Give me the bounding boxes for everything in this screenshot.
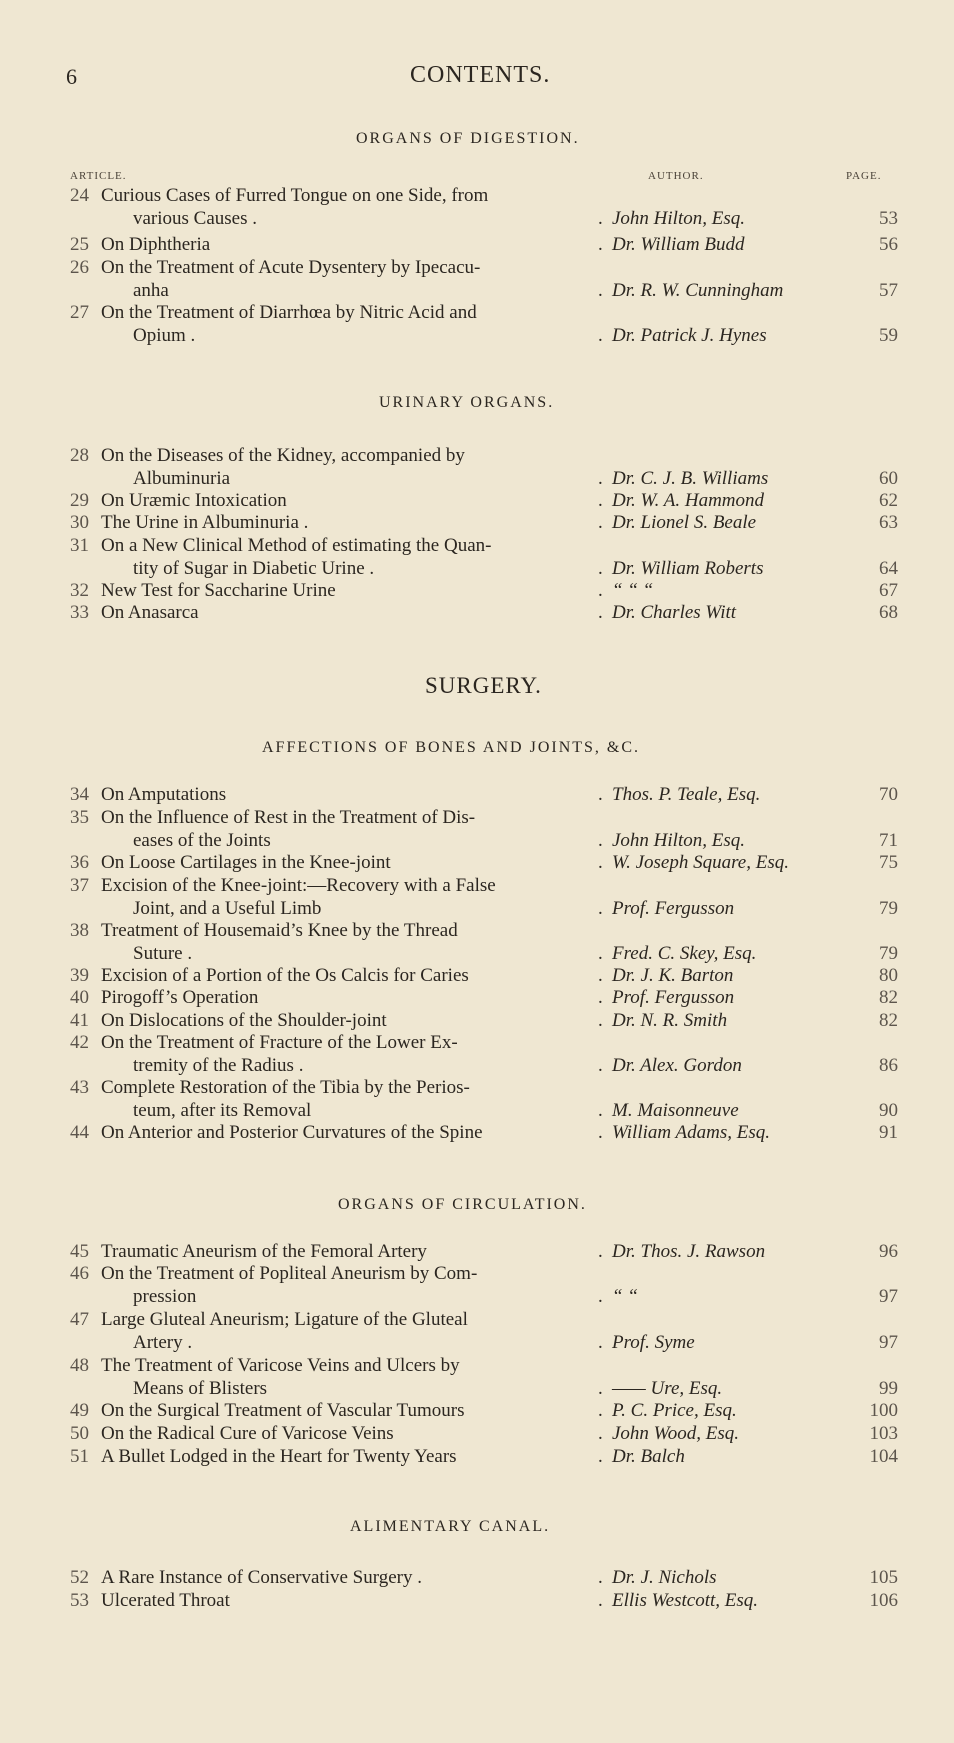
article-title-line: Ulcerated Throat — [101, 1590, 230, 1611]
article-number: 49 — [70, 1400, 89, 1421]
section-heading-alimentary: ALIMENTARY CANAL. — [350, 1518, 551, 1535]
article-title-line: Pirogoff’s Operation — [101, 987, 259, 1008]
leader-dot: . — [598, 1590, 603, 1611]
leader-dot: . — [598, 897, 603, 919]
leader-dot: . — [598, 852, 603, 873]
article-title-line: On the Treatment of Diarrhœa by Nitric Acid and — [101, 302, 477, 323]
page-ref: 63 — [879, 512, 898, 533]
leader-dot: . — [598, 1377, 603, 1399]
leader-dot: . — [598, 490, 603, 511]
article-title-line: teum, after its Removal — [133, 1099, 312, 1121]
article-title-line: On the Diseases of the Kidney, accompanied by — [101, 445, 465, 466]
leader-dot: . — [598, 207, 603, 229]
leader-dot: . — [598, 1054, 603, 1076]
column-header-page: PAGE. — [846, 170, 882, 182]
page-ref: 80 — [879, 965, 898, 986]
author-name: Prof. Fergusson — [612, 987, 735, 1008]
author-name: Dr. J. K. Barton — [612, 965, 734, 986]
article-number: 33 — [70, 602, 89, 623]
article-number: 43 — [70, 1077, 89, 1098]
article-title-line: Curious Cases of Furred Tongue on one Side, from — [101, 185, 489, 206]
article-number: 24 — [70, 185, 89, 206]
page-ref: 75 — [879, 852, 898, 873]
author-name: Dr. W. A. Hammond — [612, 490, 765, 511]
article-title-line: On the Surgical Treatment of Vascular Tumours — [101, 1400, 465, 1421]
article-title-line: Excision of a Portion of the Os Calcis for Caries — [101, 965, 469, 986]
author-name: Dr. J. Nichols — [612, 1567, 717, 1588]
article-number: 48 — [70, 1355, 89, 1376]
leader-dot: . — [598, 1241, 603, 1262]
page-ref: 90 — [879, 1099, 898, 1121]
article-number: 44 — [70, 1122, 89, 1143]
article-title-line: On the Treatment of Acute Dysentery by Ipecacu- — [101, 257, 481, 278]
author-name: “ “ — [612, 1285, 638, 1307]
article-title-line: Means of Blisters — [133, 1377, 268, 1399]
page-ref: 97 — [879, 1331, 898, 1353]
author-name: Dr. Charles Witt — [612, 602, 737, 623]
column-header-author: AUTHOR. — [648, 170, 704, 182]
leader-dot: . — [598, 1331, 603, 1353]
page-ref: 100 — [869, 1400, 898, 1421]
author-name: John Hilton, Esq. — [612, 829, 745, 851]
article-number: 53 — [70, 1590, 89, 1611]
article-title-line: Suture . — [133, 942, 193, 964]
leader-dot: . — [598, 1423, 603, 1444]
leader-dot: . — [598, 1122, 603, 1143]
page-ref: 82 — [879, 987, 898, 1008]
article-title-line: Treatment of Housemaid’s Knee by the Thread — [101, 920, 458, 941]
article-number: 39 — [70, 965, 89, 986]
page-ref: 64 — [879, 557, 898, 579]
article-number: 36 — [70, 852, 89, 873]
article-number: 45 — [70, 1241, 89, 1262]
article-title-line: Complete Restoration of the Tibia by the Perios- — [101, 1077, 470, 1098]
article-number: 50 — [70, 1423, 89, 1444]
section-heading-urinary: URINARY ORGANS. — [379, 394, 555, 411]
running-head: CONTENTS. — [410, 62, 551, 88]
author-name: Dr. William Roberts — [612, 557, 764, 579]
leader-dot: . — [598, 602, 603, 623]
page-ref: 70 — [879, 784, 898, 805]
page-ref: 91 — [879, 1122, 898, 1143]
article-title-line: On a New Clinical Method of estimating the Quan- — [101, 535, 492, 556]
article-title-line: Opium . — [133, 324, 196, 346]
leader-dot: . — [598, 279, 603, 301]
article-number: 40 — [70, 987, 89, 1008]
article-title-line: The Urine in Albuminuria . — [101, 512, 309, 533]
article-number: 47 — [70, 1309, 89, 1330]
author-name: John Hilton, Esq. — [612, 207, 745, 229]
article-title-line: A Rare Instance of Conservative Surgery . — [101, 1567, 422, 1588]
leader-dot: . — [598, 1400, 603, 1421]
leader-dot: . — [598, 557, 603, 579]
page-ref: 56 — [879, 234, 898, 255]
author-name: M. Maisonneuve — [612, 1099, 739, 1121]
article-title-line: On Anterior and Posterior Curvatures of the Spine — [101, 1122, 483, 1143]
author-name: —— Ure, Esq. — [612, 1377, 723, 1399]
leader-dot: . — [598, 784, 603, 805]
article-title-line: On Dislocations of the Shoulder-joint — [101, 1010, 387, 1031]
page-ref: 96 — [879, 1241, 898, 1262]
page-ref: 82 — [879, 1010, 898, 1031]
page-number: 6 — [66, 64, 77, 89]
author-name: Dr. William Budd — [612, 234, 745, 255]
article-title-line: On the Treatment of Popliteal Aneurism by Com- — [101, 1263, 478, 1284]
leader-dot: . — [598, 512, 603, 533]
page-ref: 67 — [879, 580, 898, 601]
article-number: 32 — [70, 580, 89, 601]
page-ref: 97 — [879, 1285, 898, 1307]
leader-dot: . — [598, 987, 603, 1008]
article-title-line: On Uræmic Intoxication — [101, 490, 287, 511]
article-title-line: On Loose Cartilages in the Knee-joint — [101, 852, 391, 873]
article-title-line: A Bullet Lodged in the Heart for Twenty Years — [101, 1446, 457, 1467]
author-name: Thos. P. Teale, Esq. — [612, 784, 761, 805]
article-title-line: Joint, and a Useful Limb — [133, 897, 322, 919]
author-name: P. C. Price, Esq. — [612, 1400, 737, 1421]
leader-dot: . — [598, 580, 603, 601]
article-title-line: pression — [133, 1285, 197, 1307]
page-ref: 79 — [879, 942, 898, 964]
article-title-line: Large Gluteal Aneurism; Ligature of the Gluteal — [101, 1309, 468, 1330]
article-title-line: New Test for Saccharine Urine — [101, 580, 336, 601]
leader-dot: . — [598, 467, 603, 489]
article-title-line: Albuminuria — [133, 467, 231, 489]
author-name: Dr. Lionel S. Beale — [612, 512, 757, 533]
article-title-line: On Anasarca — [101, 602, 199, 623]
leader-dot: . — [598, 324, 603, 346]
page-ref: 106 — [869, 1590, 898, 1611]
article-title-line: Excision of the Knee-joint:—Recovery with a False — [101, 875, 496, 896]
author-name: Prof. Syme — [612, 1331, 695, 1353]
leader-dot: . — [598, 1446, 603, 1467]
page-ref: 68 — [879, 602, 898, 623]
article-number: 28 — [70, 445, 89, 466]
article-number: 46 — [70, 1263, 89, 1284]
article-number: 25 — [70, 234, 89, 255]
article-number: 27 — [70, 302, 89, 323]
article-number: 30 — [70, 512, 89, 533]
article-title-line: On the Treatment of Fracture of the Lower Ex- — [101, 1032, 458, 1053]
page-ref: 104 — [869, 1446, 898, 1467]
page-ref: 60 — [879, 467, 898, 489]
author-name: Dr. Patrick J. Hynes — [612, 324, 767, 346]
leader-dot: . — [598, 942, 603, 964]
article-title-line: Traumatic Aneurism of the Femoral Artery — [101, 1241, 427, 1262]
leader-dot: . — [598, 1285, 603, 1307]
author-name: Dr. N. R. Smith — [612, 1010, 728, 1031]
page-ref: 62 — [879, 490, 898, 511]
page-ref: 105 — [869, 1567, 898, 1588]
page-ref: 79 — [879, 897, 898, 919]
section-heading-digestion: ORGANS OF DIGESTION. — [356, 130, 580, 147]
article-number: 29 — [70, 490, 89, 511]
article-number: 41 — [70, 1010, 89, 1031]
page-ref: 86 — [879, 1054, 898, 1076]
author-name: Fred. C. Skey, Esq. — [612, 942, 757, 964]
column-header-article: ARTICLE. — [70, 170, 127, 182]
page-ref: 59 — [879, 324, 898, 346]
article-title-line: tity of Sugar in Diabetic Urine . — [133, 557, 375, 579]
author-name: Dr. C. J. B. Williams — [612, 467, 769, 489]
leader-dot: . — [598, 1567, 603, 1588]
leader-dot: . — [598, 1099, 603, 1121]
author-name: Dr. Thos. J. Rawson — [612, 1241, 766, 1262]
page-ref: 53 — [879, 207, 898, 229]
page-ref: 103 — [869, 1423, 898, 1444]
section-heading-circulation: ORGANS OF CIRCULATION. — [338, 1196, 587, 1213]
leader-dot: . — [598, 1010, 603, 1031]
section-title-surgery: SURGERY. — [425, 673, 542, 698]
author-name: Ellis Westcott, Esq. — [612, 1590, 759, 1611]
section-heading-bones: AFFECTIONS OF BONES AND JOINTS, &C. — [262, 739, 641, 756]
article-number: 38 — [70, 920, 89, 941]
article-number: 31 — [70, 535, 89, 556]
article-title-line: The Treatment of Varicose Veins and Ulcers by — [101, 1355, 460, 1376]
author-name: Dr. R. W. Cunningham — [612, 279, 784, 301]
author-name: Dr. Balch — [612, 1446, 685, 1467]
article-title-line: tremity of the Radius . — [133, 1054, 304, 1076]
page-ref: 57 — [879, 279, 898, 301]
article-title-line: On the Radical Cure of Varicose Veins — [101, 1423, 394, 1444]
article-title-line: Artery . — [133, 1331, 193, 1353]
author-name: Dr. Alex. Gordon — [612, 1054, 742, 1076]
article-title-line: On Amputations — [101, 784, 227, 805]
article-title-line: anha — [133, 279, 169, 301]
author-name: William Adams, Esq. — [612, 1122, 770, 1143]
author-name: W. Joseph Square, Esq. — [612, 852, 789, 873]
author-name: “ “ “ — [612, 580, 654, 601]
page-ref: 71 — [879, 829, 898, 851]
article-title-line: On the Influence of Rest in the Treatment of Dis- — [101, 807, 476, 828]
leader-dot: . — [598, 234, 603, 255]
article-title-line: eases of the Joints — [133, 829, 271, 851]
article-number: 35 — [70, 807, 89, 828]
article-title-line: various Causes . — [133, 207, 258, 229]
article-title-line: On Diphtheria — [101, 234, 211, 255]
page-ref: 99 — [879, 1377, 898, 1399]
author-name: Prof. Fergusson — [612, 897, 735, 919]
author-name: John Wood, Esq. — [612, 1423, 740, 1444]
article-number: 51 — [70, 1446, 89, 1467]
article-number: 42 — [70, 1032, 89, 1053]
article-number: 34 — [70, 784, 89, 805]
article-number: 26 — [70, 257, 89, 278]
leader-dot: . — [598, 965, 603, 986]
leader-dot: . — [598, 829, 603, 851]
article-number: 52 — [70, 1567, 89, 1588]
article-number: 37 — [70, 875, 89, 896]
